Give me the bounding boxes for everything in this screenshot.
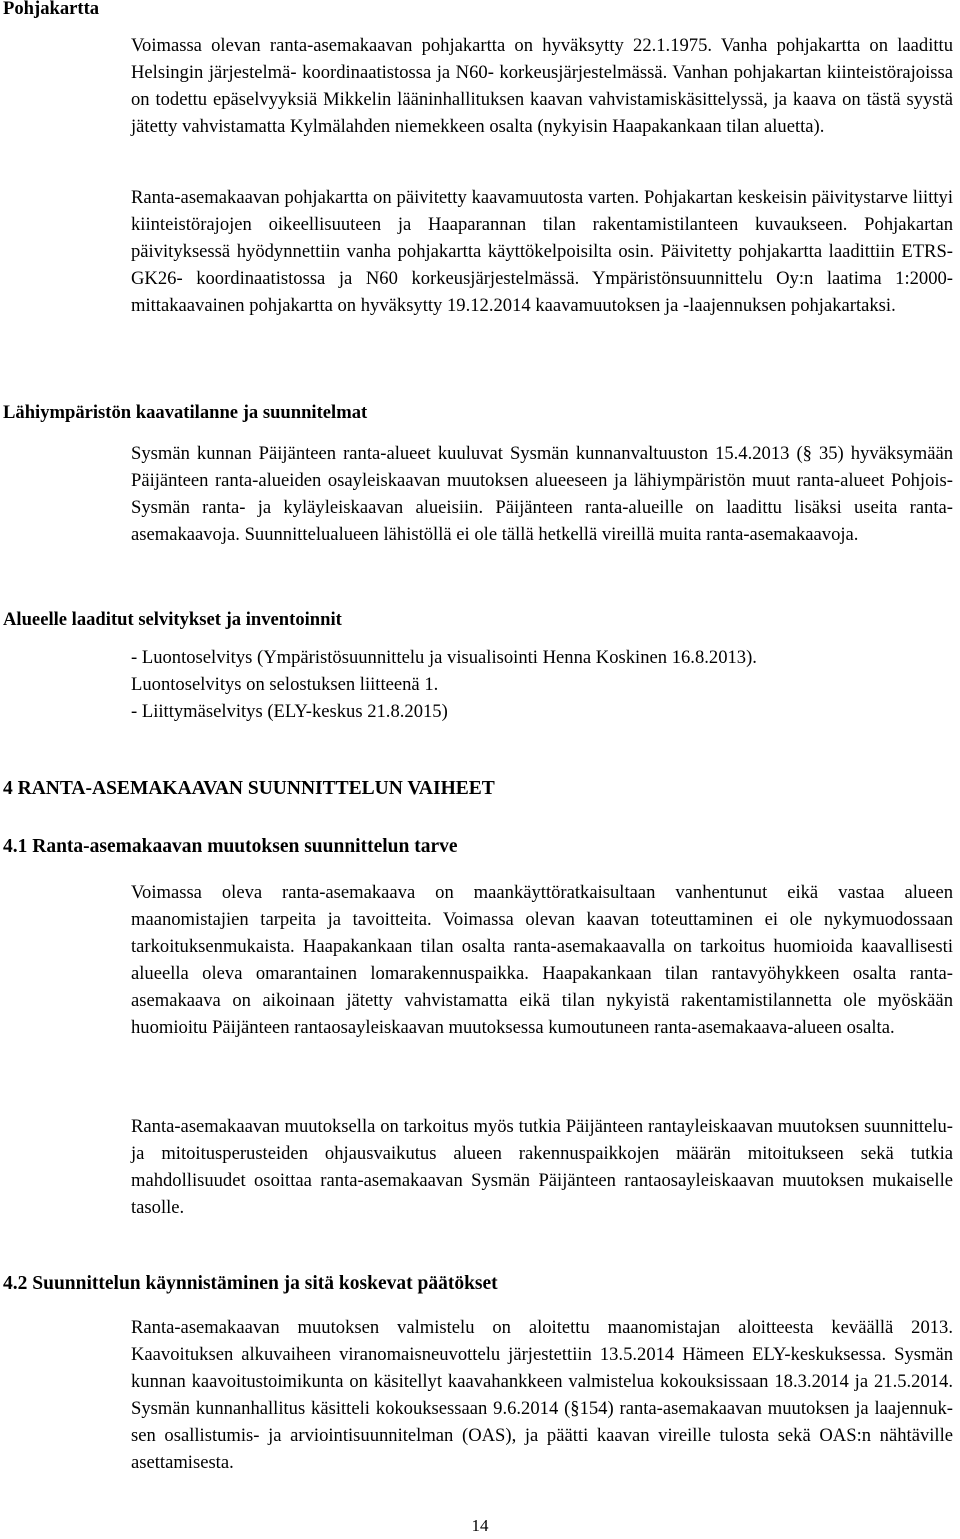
paragraph-4-1-1: Voimassa oleva ranta-asemakaava on maankäyttöratkaisultaan vanhentunut eikä vastaa alueen maanomistajien tarpeita ja tavoitteita. Voimassa olevan kaavan toteuttaminen ei ole nykymuodossaan tarkoituksenmukaista. Haapakankaan tilan osalta ranta-asemakaavalla on tarkoitus huomioida kaavallisesti alueella oleva omarantainen lomarakennuspaikka. Haapakankaan tilan rantavyöhykkeen osalta ranta-asemakaava on aikoinaan jätetty vahvistamatta eikä tilan nykyistä rakentamistilannetta ole myöskään huomioitu Päijänteen rantaosayleiskaavan muutoksessa kumoutuneen ranta-asemakaava-alueen osalta.	[131, 882, 953, 1038]
section-heading-pohjakartta: Pohjakartta	[3, 0, 100, 19]
paragraph-pohjakartta-2: Ranta-asemakaavan pohjakartta on päivitetty kaavamuutosta varten. Pohjakartan keskeisin päivitystarve liittyi kiinteistörajojen oikeellisuuteen ja Haaparannan tilan rakentamistilanteen kuvaukseen. Pohjakartan päivityksessä hyödynnettiin vanha pohjakartta käyttökelpoisilta osin. Päivitetty pohjakartta laadittiin ETRS-GK26- koordinaatistossa ja N60 korkeusjärjestelmässä. Ympäristönsuunnittelu Oy:n laatima 1:2000-mittakaavainen pohjakartta on hyväksytty 19.12.2014 kaavamuutoksen ja -laajennuksen pohjakartaksi.	[131, 187, 953, 316]
paragraph-4-2-1: Ranta-asemakaavan muutoksen valmistelu on aloitettu maanomistajan aloitteesta keväällä 2013. Kaavoituksen alkuvaiheen viranomaisneuvottelu järjestettiin 13.5.2014 Hämeen ELY-keskuksessa. Sysmän kunnan kaavoitustoimikunta on käsitellyt kaavahankkeen valmistelua kokouksissaan 18.3.2014 ja 21.5.2014. Sysmän kunnanhallitus käsitteli kokouksessaan 9.6.2014 (§154) ranta-asemakaavan muutoksen ja laajennuksen osallistumis- ja arviointisuunnitelman (OAS), ja päätti kaavan vireille tulosta sekä OAS:n nähtäville asettamisesta.	[131, 1317, 953, 1473]
page-number: 14	[471, 1516, 489, 1535]
section-heading-lahiymparisto: Lähiympäristön kaavatilanne ja suunnitelmat	[3, 402, 368, 423]
section-title-4-1: 4.1 Ranta-asemakaavan muutoksen suunnittelun tarve	[3, 836, 458, 857]
chapter-title-4: 4 RANTA-ASEMAKAAVAN SUUNNITTELUN VAIHEET	[3, 778, 495, 799]
paragraph-lahiymparisto: Sysmän kunnan Päijänteen ranta-alueet kuuluvat Sysmän kunnanvaltuuston 15.4.2013 (§ 35) hyväksymään Päijänteen ranta-alueiden osayleiskaavan muutoksen alueeseen ja lähiympäristön muut ranta-alueet Pohjois-Sysmän ranta- ja kyläyleiskaavan alueisiin. Päijänteen ranta-alueille on laadittu lisäksi useita ranta-asemakaavoja. Suunnittelualueen lähistöllä ei ole tällä hetkellä vireillä muita ranta-asemakaavoja.	[131, 443, 953, 545]
paragraph-pohjakartta-1: Voimassa olevan ranta-asemakaavan pohjakartta on hyväksytty 22.1.1975. Vanha pohjakartta on laadittu Helsingin järjestelmä- koordinaatistossa ja N60- korkeusjärjestelmässä. Vanhan pohjakartan kiinteistörajoissa on todettu epäselvyyksiä Mikkelin lääninhallituksen kaavan vahvistamiskäsittelyssä, ja kaava on tästä syystä jätetty vahvistamatta Kylmälahden niemekkeen osalta (nykyisin Haapakankaan tilan aluetta).	[131, 35, 953, 137]
section-title-4-2: 4.2 Suunnittelun käynnistäminen ja sitä koskevat päätökset	[3, 1273, 498, 1294]
survey-item-luontoselvitys: - Luontoselvitys (Ympäristösuunnittelu ja visualisointi Henna Koskinen 16.8.2013).	[131, 647, 757, 668]
section-heading-selvitykset: Alueelle laaditut selvitykset ja inventoinnit	[3, 609, 342, 630]
survey-item-liittymaselvitys: - Liittymäselvitys (ELY-keskus 21.8.2015)	[131, 700, 448, 722]
survey-list	[131, 645, 953, 726]
paragraph-4-1-2: Ranta-asemakaavan muutoksella on tarkoitus myös tutkia Päijänteen rantayleiskaavan muutoksen suunnittelu- ja mitoitusperusteiden ohjausvaikutus alueen rakennuspaikkojen määrän mitoitukseen sekä tutkia mahdollisuudet osoittaa ranta-asemakaavan Sysmän Päijänteen rantaosayleiskaavan muutoksen mukaiselle tasolle.	[131, 1116, 953, 1218]
survey-item-liite: Luontoselvitys on selostuksen liitteenä 1.	[131, 673, 439, 695]
